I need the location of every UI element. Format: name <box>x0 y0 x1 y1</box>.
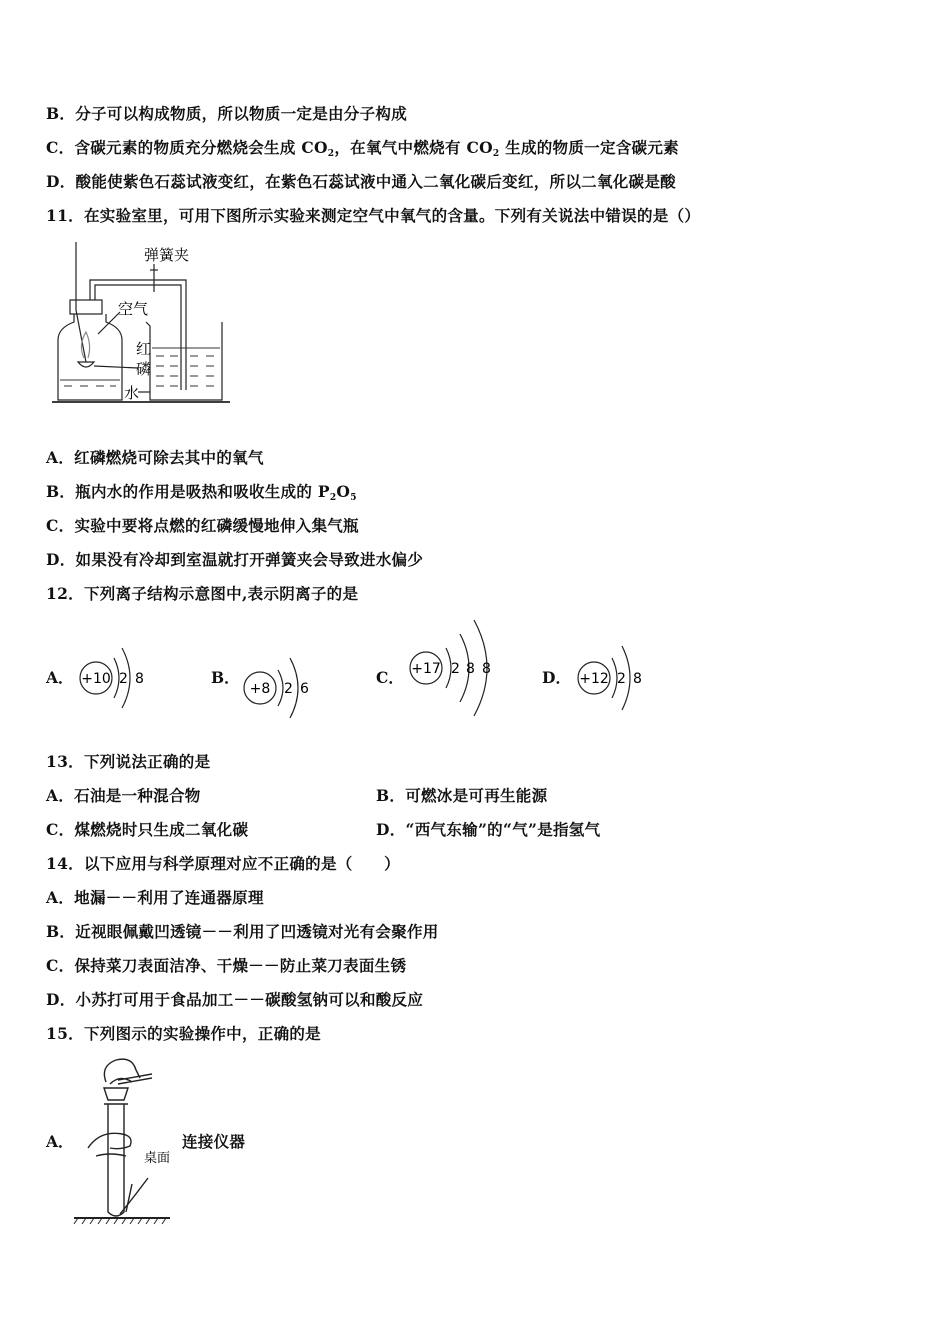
q12-option-d-label: D． <box>542 668 571 687</box>
option-text: 如果没有冷却到室温就打开弹簧夹会导致进水偏少 <box>75 550 424 569</box>
option-text: 煤燃烧时只生成二氧化碳 <box>74 820 249 839</box>
q13-option-b <box>376 784 547 806</box>
subscript: 2 <box>329 493 337 503</box>
shell-2-electrons: 6 <box>300 681 309 697</box>
option-text: 保持菜刀表面洁净、干燥－－防止菜刀表面生锈 <box>74 956 407 975</box>
q14-option-a <box>46 886 264 908</box>
q11-option-c <box>46 514 359 536</box>
subscript: 2 <box>327 149 335 159</box>
q13-option-c <box>46 818 248 840</box>
option-label: D． <box>46 172 76 191</box>
option-text: 酸能使紫色石蕊试液变红，在紫色石蕊试液中通入二氧化碳后变红，所以二氧化碳是酸 <box>75 172 676 191</box>
option-label: D． <box>46 550 76 569</box>
shell-3-electrons: 8 <box>482 661 491 677</box>
q14-option-d <box>46 988 423 1010</box>
option-text-c: 生成的物质一定含碳元素 <box>499 138 679 157</box>
option-label: B． <box>46 482 76 501</box>
q12-option-a-label: A． <box>46 668 74 687</box>
q12-option-c-diagram <box>404 610 514 720</box>
q11-option-d <box>46 548 423 570</box>
q12-option-b-diagram <box>238 642 328 732</box>
q12-option-b-label: B． <box>211 668 240 687</box>
option-label: C． <box>46 516 75 535</box>
option-label: C． <box>46 138 75 157</box>
option-text: 实验中要将点燃的红磷缓慢地伸入集气瓶 <box>74 516 359 535</box>
shell-1-electrons: 2 <box>617 671 626 687</box>
gas-jar <box>58 314 122 400</box>
option-label: D． <box>376 820 406 839</box>
q14-option-b <box>46 920 439 942</box>
label-phosphorus: 磷 <box>136 360 152 378</box>
option-label: B． <box>376 786 406 805</box>
q13-stem: 13．下列说法正确的是 <box>46 752 211 771</box>
option-text: 红磷燃烧可除去其中的氧气 <box>74 448 264 467</box>
q15-option-a-label: A． <box>46 1132 74 1151</box>
q11-option-a <box>46 446 264 468</box>
shell-1-electrons: 2 <box>451 661 460 677</box>
nucleus-charge: +17 <box>411 661 441 677</box>
shell-1-electrons: 2 <box>284 681 293 697</box>
label-spring-clip: 弹簧夹 <box>144 246 190 264</box>
option-text-a: 瓶内水的作用是吸热和吸收生成的 P <box>75 482 330 501</box>
label-red: 红 <box>136 340 152 358</box>
q10-option-d <box>46 170 676 192</box>
option-text-a: 含碳元素的物质充分燃烧会生成 CO <box>74 138 328 157</box>
q14-option-c <box>46 954 406 976</box>
nucleus-charge: +12 <box>579 671 609 687</box>
option-label: A． <box>46 448 75 467</box>
option-label: B． <box>46 104 76 123</box>
q12-stem: 12．下列离子结构示意图中,表示阴离子的是 <box>46 584 359 603</box>
rubber-stopper <box>104 1088 128 1100</box>
q15-option-a-caption: 连接仪器 <box>182 1132 246 1151</box>
q10-option-b <box>46 102 407 124</box>
option-label: B． <box>46 922 76 941</box>
q15-stem: 15．下列图示的实验操作中，正确的是 <box>46 1024 321 1043</box>
shell-2-electrons: 8 <box>135 671 144 687</box>
nucleus-charge: +8 <box>249 681 271 697</box>
option-label: D． <box>46 990 76 1009</box>
option-label: C． <box>46 820 75 839</box>
q12-option-a-diagram <box>74 628 164 728</box>
q13-option-a <box>46 784 201 806</box>
option-text: 可燃冰是可再生能源 <box>405 786 548 805</box>
label-water: 水 <box>124 384 140 402</box>
option-text: “西气东输”的“气”是指氢气 <box>405 820 601 839</box>
q11-option-b <box>46 480 357 503</box>
option-text: 分子可以构成物质，所以物质一定是由分子构成 <box>75 104 408 123</box>
test-tube <box>108 1104 124 1216</box>
option-text: 近视眼佩戴凹透镜－－利用了凹透镜对光有会聚作用 <box>75 922 439 941</box>
shell-2-electrons: 8 <box>633 671 642 687</box>
subscript: 2 <box>492 149 500 159</box>
option-text: 石油是一种混合物 <box>74 786 201 805</box>
q15-option-a-figure <box>70 1052 190 1227</box>
option-label: C． <box>46 956 75 975</box>
shell-2-electrons: 8 <box>466 661 475 677</box>
label-desk: 桌面 <box>144 1151 171 1166</box>
label-air: 空气 <box>118 300 149 318</box>
option-text-b: ，在氧气中燃烧有 CO <box>334 138 493 157</box>
q13-option-d <box>376 818 600 840</box>
combustion-spoon <box>78 362 94 367</box>
option-label: A． <box>46 786 75 805</box>
q11-stem: 11．在实验室里，可用下图所示实验来测定空气中氧气的含量。下列有关说法中错误的是（） <box>46 206 701 225</box>
option-text-b: O <box>336 482 351 501</box>
q10-option-c <box>46 136 679 159</box>
option-text: 地漏－－利用了连通器原理 <box>74 888 264 907</box>
beaker <box>146 322 222 400</box>
nucleus-charge: +10 <box>81 671 111 687</box>
q14-stem: 14．以下应用与科学原理对应不正确的是（ ） <box>46 854 400 873</box>
shell-1-electrons: 2 <box>119 671 128 687</box>
q11-apparatus-figure <box>50 240 240 410</box>
q12-option-d-diagram <box>572 628 662 728</box>
q12-option-c-label: C． <box>376 668 404 687</box>
option-text: 小苏打可用于食品加工－－碳酸氢钠可以和酸反应 <box>75 990 424 1009</box>
stopper <box>70 300 102 314</box>
option-label: A． <box>46 888 75 907</box>
subscript: 5 <box>350 493 357 503</box>
